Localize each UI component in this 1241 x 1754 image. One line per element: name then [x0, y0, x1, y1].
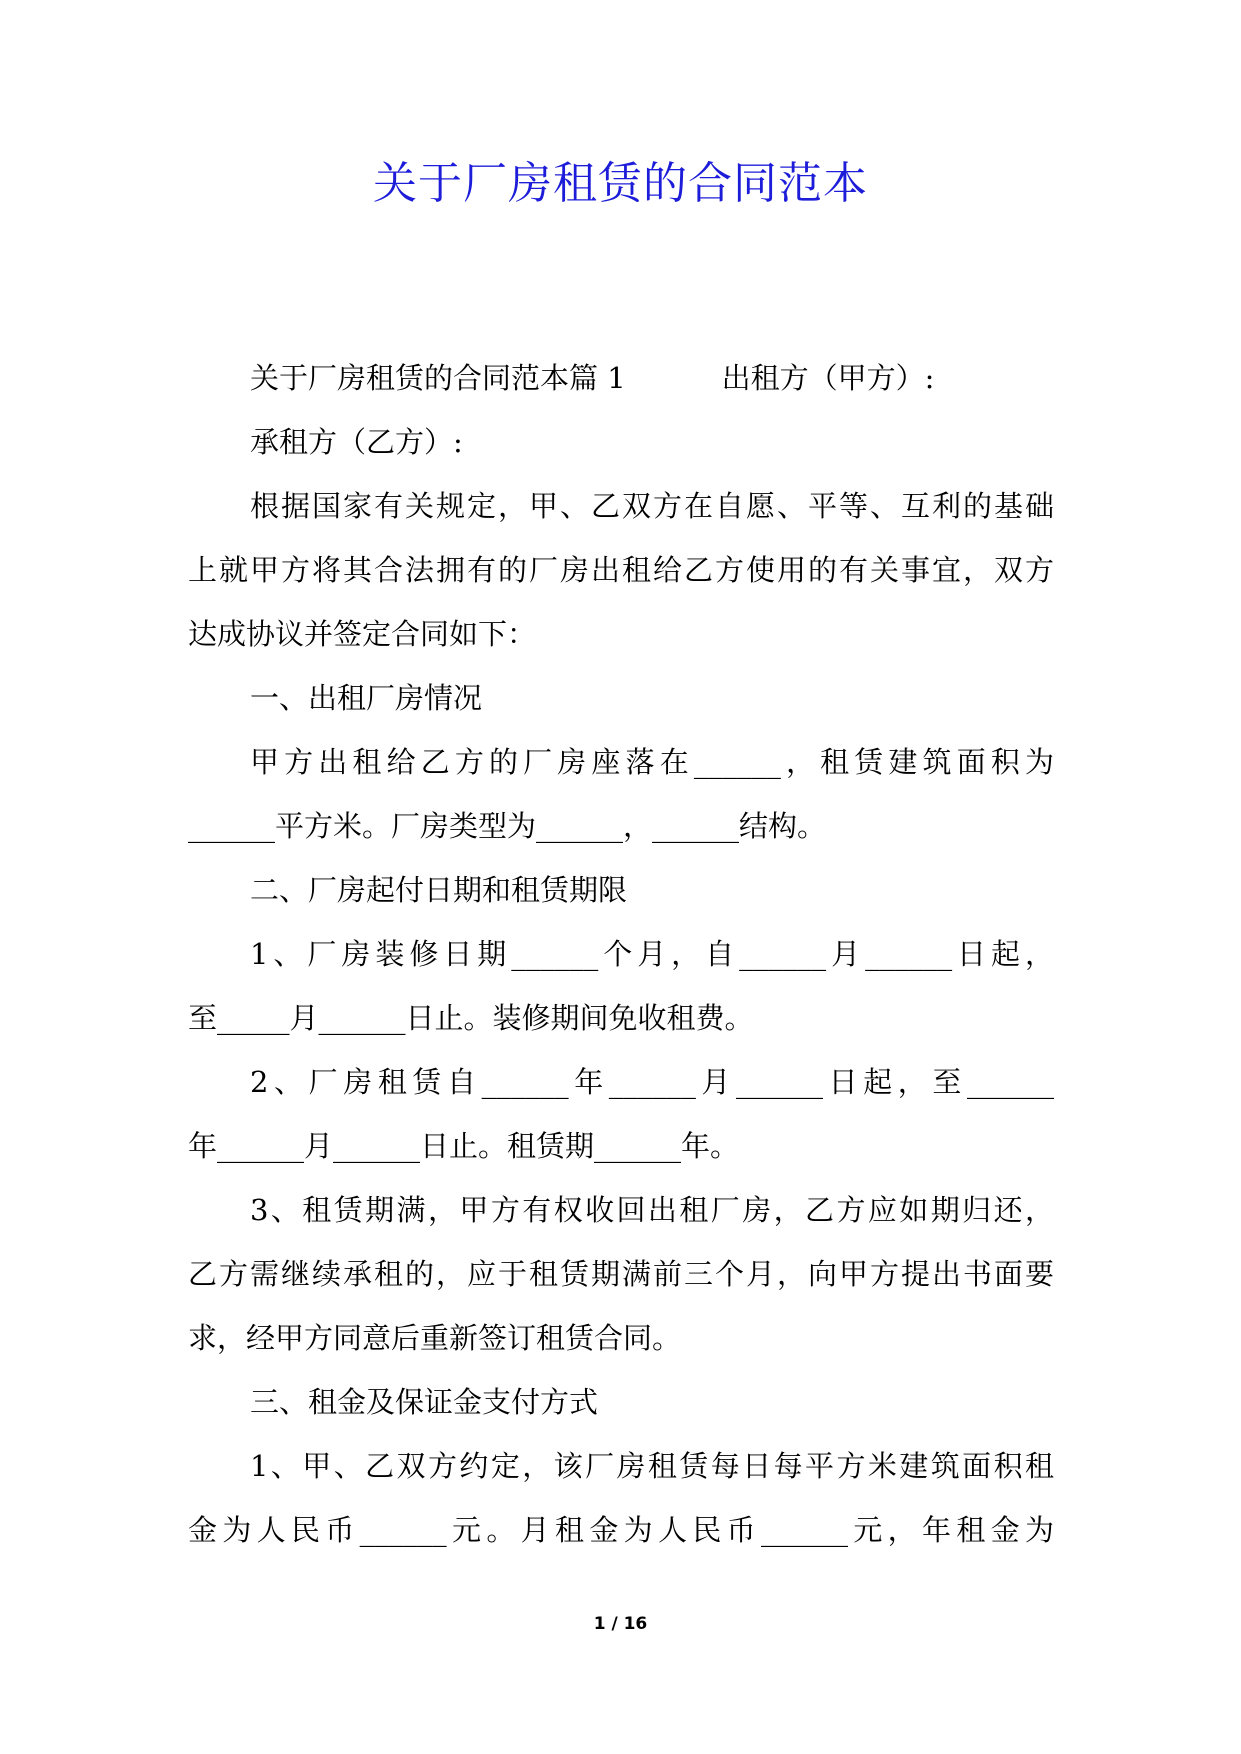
section-heading: 关于厂房租赁的合同范本篇 1 — [250, 361, 626, 395]
body-line: ______平方米。厂房类型为______，______结构。 — [188, 809, 827, 843]
page-number: 1 / 16 — [593, 1614, 648, 1634]
body-line: 乙方需继续承租的，应于租赁期满前三个月，向甲方提出书面要 — [188, 1257, 1054, 1291]
body-line: 2、厂房租赁自______年______月______日起，至______ — [250, 1065, 1054, 1099]
body-line: 至_____月______日止。装修期间免收租费。 — [188, 1001, 754, 1035]
body-line: 金为人民币______元。月租金为人民币______元，年租金为 — [188, 1513, 1054, 1547]
clause-heading: 二、厂房起付日期和租赁期限 — [250, 873, 628, 907]
lessee-label: 承租方（乙方）: — [250, 425, 463, 459]
body-line-1 — [250, 358, 1054, 398]
body-line: 求，经甲方同意后重新签订租赁合同。 — [188, 1321, 682, 1355]
lessor-label: 出租方（甲方）: — [721, 361, 935, 395]
body-line: 1、甲、乙双方约定，该厂房租赁每日每平方米建筑面积租 — [250, 1449, 1054, 1483]
document-title: 关于厂房租赁的合同范本 — [373, 158, 868, 209]
body-line: 根据国家有关规定，甲、乙双方在自愿、平等、互利的基础 — [250, 489, 1054, 523]
body-line: 1、厂房装修日期______个月，自______月______日起， — [250, 937, 1054, 971]
clause-heading: 三、租金及保证金支付方式 — [250, 1385, 599, 1419]
body-line: 年______月______日止。租赁期______年。 — [188, 1129, 740, 1163]
body-line: 甲方出租给乙方的厂房座落在______，租赁建筑面积为 — [250, 745, 1054, 779]
clause-heading: 一、出租厂房情况 — [250, 681, 483, 715]
body-line: 上就甲方将其合法拥有的厂房出租给乙方使用的有关事宜，双方 — [188, 553, 1054, 587]
body-line: 3、租赁期满，甲方有权收回出租厂房，乙方应如期归还， — [250, 1193, 1054, 1227]
body-line: 达成协议并签定合同如下： — [188, 617, 537, 651]
